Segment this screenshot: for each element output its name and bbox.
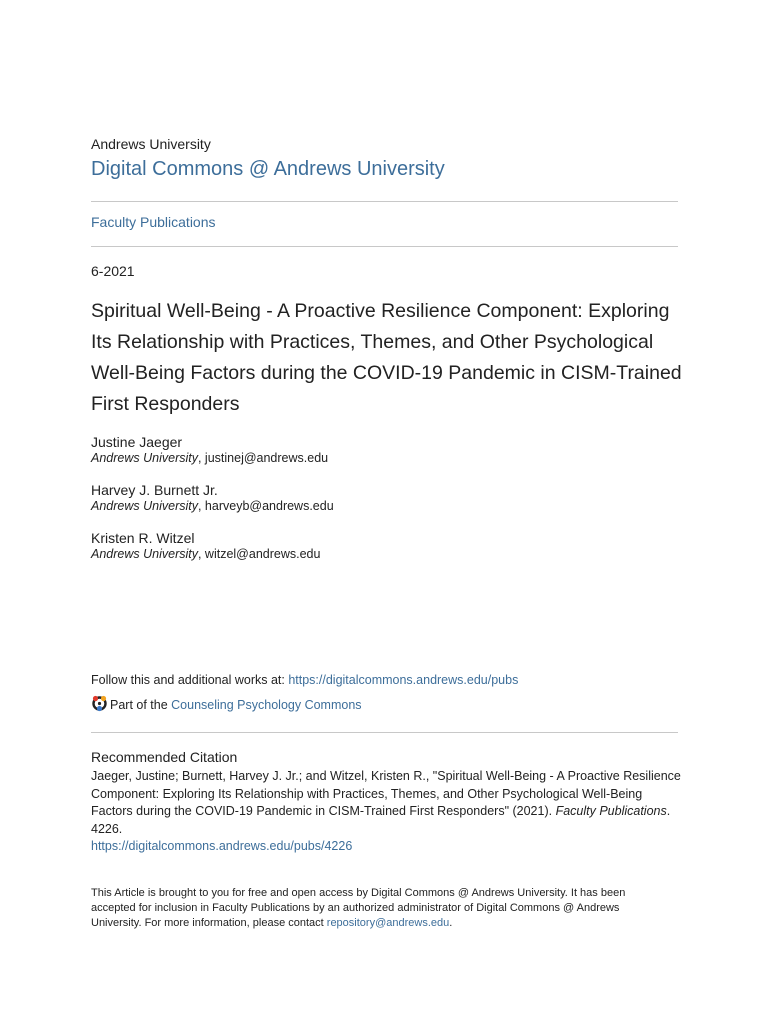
series-link[interactable]: Faculty Publications <box>91 214 216 230</box>
divider <box>91 732 678 733</box>
author-name: Harvey J. Burnett Jr. <box>91 482 218 498</box>
part-of-prefix: Part of the <box>110 698 172 712</box>
author-email: , justinej@andrews.edu <box>197 451 329 465</box>
author-affiliation <box>91 451 328 465</box>
notice-text: This Article is brought to you for free and open access by Digital Commons @ Andrews University. It has been accepted for inclusion in Faculty Publications by an authorized administrator of Digital Commons @ Andrews University. For more information, please contact <box>91 887 626 929</box>
notice-end: . <box>449 917 453 929</box>
repository-link[interactable]: Digital Commons @ Andrews University <box>91 158 445 180</box>
affiliation-name: Andrews University <box>91 499 198 513</box>
divider <box>91 201 678 202</box>
author-email: , harveyb@andrews.edu <box>197 499 334 513</box>
access-notice <box>91 886 651 931</box>
citation-heading: Recommended Citation <box>91 749 238 765</box>
author-entry <box>91 482 334 513</box>
citation-block <box>91 768 681 856</box>
citation-number: . 4226. <box>91 804 671 836</box>
contact-email-link[interactable]: repository@andrews.edu <box>326 917 450 929</box>
citation-journal: Faculty Publications <box>555 804 667 819</box>
follow-line <box>91 673 518 687</box>
author-email: , witzel@andrews.edu <box>197 547 321 561</box>
author-entry <box>91 434 328 465</box>
article-title: Spiritual Well-Being - A Proactive Resilience Component: Exploring Its Relationship with Practices, Themes, and Other Psychological Well-Being Factors during the COVID-19 Pandemic in CISM-Trained First Responders <box>91 300 682 415</box>
affiliation-name: Andrews University <box>91 451 198 465</box>
follow-url-link[interactable]: https://digitalcommons.andrews.edu/pubs <box>288 673 519 687</box>
publication-date: 6-2021 <box>91 263 135 279</box>
divider <box>91 246 678 247</box>
citation-url-link[interactable]: https://digitalcommons.andrews.edu/pubs/4226 <box>91 839 353 854</box>
affiliation-name: Andrews University <box>91 547 198 561</box>
part-of-line <box>91 695 362 715</box>
author-entry <box>91 530 320 561</box>
institution-name: Andrews University <box>91 136 211 152</box>
citation-text: Jaeger, Justine; Burnett, Harvey J. Jr.; and Witzel, Kristen R., "Spiritual Well-Being - A Proactive Resilience Component: Exploring Its Relationship with Practices, Themes, and Other Psychological Well-Being Factors during the COVID-19 Pandemic in CISM-Trained First Responders" (2021). <box>91 769 681 819</box>
author-name: Justine Jaeger <box>91 434 183 450</box>
network-icon <box>91 695 108 715</box>
author-name: Kristen R. Witzel <box>91 530 195 546</box>
discipline-link[interactable]: Counseling Psychology Commons <box>171 698 362 712</box>
follow-prefix: Follow this and additional works at: <box>91 673 289 687</box>
author-affiliation <box>91 547 320 561</box>
author-affiliation <box>91 499 334 513</box>
